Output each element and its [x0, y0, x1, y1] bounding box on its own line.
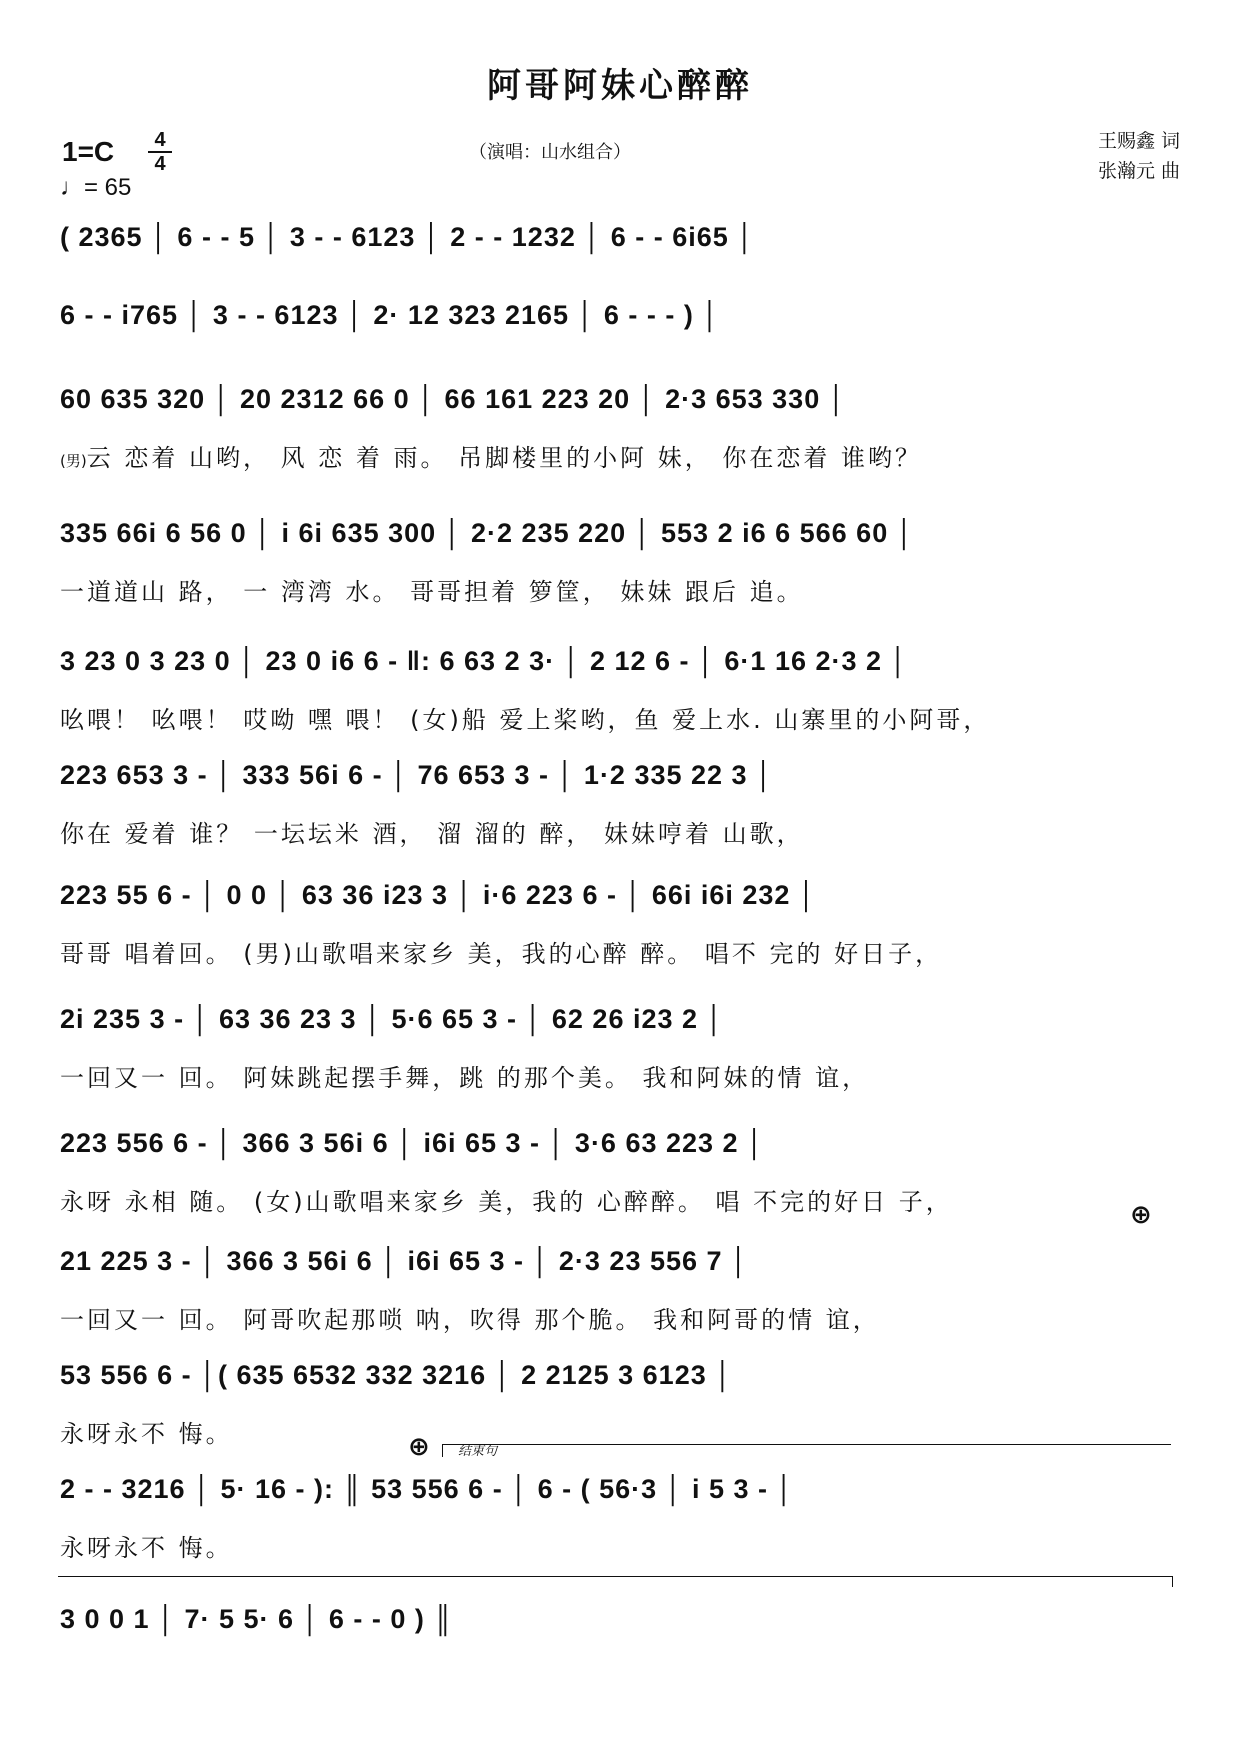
time-signature-top: 4 — [154, 129, 166, 151]
tempo-marking: ♩= 65 — [60, 174, 132, 201]
song-title: 阿哥阿妹心醉醉 — [487, 66, 753, 106]
coda-symbol-ending: ⊕ — [408, 1432, 430, 1462]
lyricist-credit: 王赐鑫 词 — [1097, 130, 1180, 152]
notation-line: 223 55 6 - │ 0 0 │ 63 36 i23 3 │ i·6 223 6 - │ 66i i6i 232 │ — [60, 880, 817, 910]
lyrics-line: 永呀 永相 随。 (女)山歌唱来家乡 美，我的 心醉醉。 唱 不完的好日 子， — [60, 1188, 953, 1216]
notation-line: 223 653 3 - │ 333 56i 6 - │ 76 653 3 - │ 1·2 335 22 3 │ — [60, 760, 774, 790]
notation-line: 53 556 6 - │( 635 6532 332 3216 │ 2 2125 3 6123 │ — [60, 1360, 734, 1390]
notation-line: 223 556 6 - │ 366 3 56i 6 │ i6i 65 3 - │ 3·6 63 223 2 │ — [60, 1128, 765, 1158]
composer-credit: 张瀚元 曲 — [1097, 160, 1180, 182]
credits — [1098, 126, 1180, 186]
lyrics-line: 一回又一 回。 阿哥吹起那唢 呐，吹得 那个脆。 我和阿哥的情 谊， — [60, 1306, 880, 1334]
lyrics-line: 一道道山 路， 一 湾湾 水。 哥哥担着 箩筐， 妹妹 跟后 追。 — [60, 578, 804, 606]
coda-symbol: ⊕ — [1130, 1200, 1152, 1230]
ending-label: 结束句 — [458, 1444, 498, 1459]
lyrics-line: 一回又一 回。 阿妹跳起摆手舞，跳 的那个美。 我和阿妹的情 谊， — [60, 1064, 870, 1092]
notation-line: ( 2365 │ 6 - - 5 │ 3 - - 6123 │ 2 - - 1232 │ 6 - - 6i65 │ — [60, 222, 756, 252]
lyrics-line: 你在 爱着 谁？ 一坛坛米 酒， 溜 溜的 醉， 妹妹哼着 山歌， — [60, 820, 804, 848]
lyrics-text: 云 恋着 山哟， 风 恋 着 雨。 吊脚楼里的小阿 妹， 你在恋着 谁哟？ — [86, 444, 923, 472]
ending-bracket-continued — [58, 1576, 1173, 1587]
time-signature-bottom: 4 — [154, 153, 166, 175]
singer-credit: （演唱：山水组合） — [469, 142, 631, 163]
notation-line: 2 - - 3216 │ 5· 16 - ): ║ 53 556 6 - │ 6 - ( 56·3 │ i 5 3 - │ — [60, 1474, 795, 1504]
notation-line: 335 66i 6 56 0 │ i 6i 635 300 │ 2·2 235 220 │ 553 2 i6 6 566 60 │ — [60, 518, 915, 548]
lyrics-line: 永呀永不 悔。 — [60, 1534, 233, 1562]
notation-line: 6 - - i765 │ 3 - - 6123 │ 2· 12 323 2165 │ 6 - - - ) │ — [60, 300, 721, 330]
ending-bracket — [442, 1444, 1171, 1457]
notation-line: 2i 235 3 - │ 63 36 23 3 │ 5·6 65 3 - │ 62 26 i23 2 │ — [60, 1004, 725, 1034]
lyrics-line: 吆喂！ 吆喂！ 哎呦 嘿 喂！ (女)船 爱上桨哟，鱼 爱上水. 山寨里的小阿哥， — [60, 706, 991, 734]
lyrics-line: 永呀永不 悔。 — [60, 1420, 233, 1448]
notation-line: 21 225 3 - │ 366 3 56i 6 │ i6i 65 3 - │ 2·3 23 556 7 │ — [60, 1246, 749, 1276]
lyrics-line: 哥哥 唱着回。 (男)山歌唱来家乡 美，我的心醉 醉。 唱不 完的 好日子， — [60, 940, 943, 968]
key-signature: 1=C — [62, 136, 115, 167]
lyrics-line — [60, 438, 1180, 473]
notation-line: 3 0 0 1 │ 7· 5 5· 6 │ 6 - - 0 ) ║ — [60, 1604, 454, 1634]
notation-line: 60 635 320 │ 20 2312 66 0 │ 66 161 223 20 │ 2·3 653 330 │ — [60, 384, 847, 414]
notation-line: 3 23 0 3 23 0 │ 23 0 i6 6 - ‖: 6 63 2 3· │ 2 12 6 - │ 6·1 16 2·3 2 │ — [60, 646, 909, 676]
voice-marker: (男) — [60, 452, 87, 470]
